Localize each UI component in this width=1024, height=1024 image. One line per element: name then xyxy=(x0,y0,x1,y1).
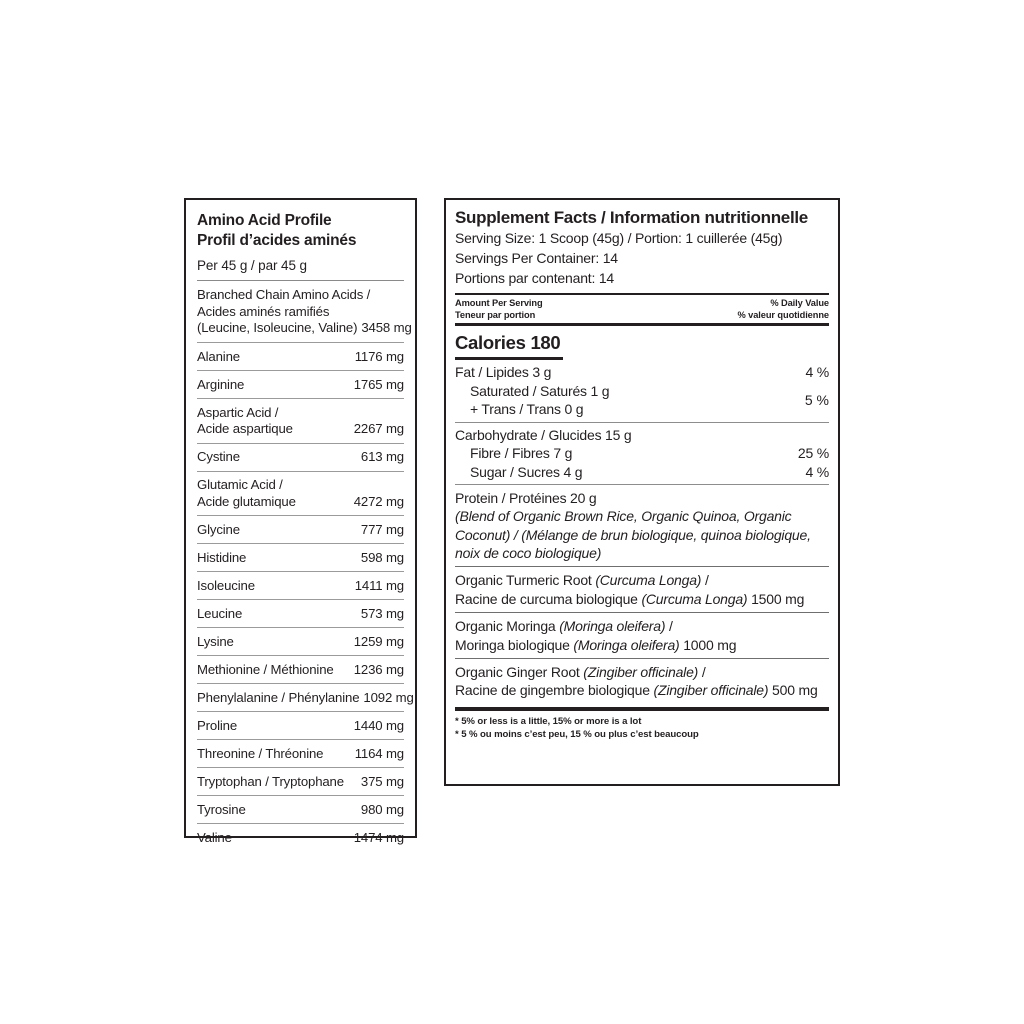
nutrient-daily-value: 25 % xyxy=(797,445,829,462)
nutrient-daily-value: 4 % xyxy=(805,463,829,480)
ingredient-latin-fr: (Moringa oleifera) xyxy=(573,636,680,653)
footnote-block xyxy=(455,711,829,743)
amino-value: 777 mg xyxy=(360,521,404,537)
amino-name: Tryptophan / Tryptophane xyxy=(197,773,344,789)
ingredient-latin-fr: (Zingiber officinale) xyxy=(653,682,769,699)
amino-panel-title xyxy=(197,211,404,251)
ingredient-amount: 500 mg xyxy=(768,682,818,699)
amino-serving-basis: Per 45 g / par 45 g xyxy=(197,257,307,273)
ingredient-latin-fr: (Curcuma Longa) xyxy=(641,590,748,607)
footnote-en: * 5% or less is a little, 15% or more is a lot xyxy=(455,715,642,727)
ingredient-name-en: Organic Ginger Root xyxy=(455,664,584,681)
bcaa-row xyxy=(197,281,412,342)
nutrient-row-sugar xyxy=(455,463,829,481)
ingredient-sep: / xyxy=(665,618,673,635)
daily-value-en: % Daily Value xyxy=(770,298,829,309)
amino-value: 1440 mg xyxy=(353,717,404,733)
supplement-facts-panel xyxy=(444,198,840,786)
saturated-trans-daily-value: 5 % xyxy=(804,392,829,409)
amino-name: Arginine xyxy=(197,376,245,392)
table-row xyxy=(197,600,404,627)
ingredient-latin-en: (Moringa oleifera) xyxy=(559,618,666,635)
carbohydrate-group xyxy=(455,423,829,484)
ingredient-latin-en: (Curcuma Longa) xyxy=(595,572,702,589)
amino-name: Valine xyxy=(197,829,232,845)
amino-name-line1: Glutamic Acid / xyxy=(197,477,283,493)
ingredient-name-fr: Racine de curcuma biologique xyxy=(455,590,642,607)
daily-value-fr: % valeur quotidienne xyxy=(737,310,829,321)
footnote-fr: * 5 % ou moins c’est peu, 15 % ou plus c’est beaucoup xyxy=(455,729,699,741)
protein-description-line1: (Blend of Organic Brown Rice, Organic Quinoa, Organic xyxy=(455,508,792,525)
amino-name: Histidine xyxy=(197,549,247,565)
amino-name: Lysine xyxy=(197,633,234,649)
amino-title-en: Amino Acid Profile xyxy=(197,212,332,229)
nutrient-label: + Trans / Trans 0 g xyxy=(470,401,584,418)
amino-name: Acide glutamique xyxy=(197,493,296,509)
ingredient-name-en: Organic Moringa xyxy=(455,618,560,635)
table-row xyxy=(197,796,404,823)
nutrient-row-trans xyxy=(455,400,805,418)
amino-value: 598 mg xyxy=(360,549,404,565)
fat-group xyxy=(455,360,829,421)
amino-value: 613 mg xyxy=(360,449,404,465)
table-row xyxy=(197,472,404,516)
ingredient-row-ginger xyxy=(455,659,829,703)
table-row xyxy=(197,444,404,471)
table-row xyxy=(197,712,404,739)
table-row xyxy=(197,544,404,571)
amino-value: 1176 mg xyxy=(354,348,404,364)
ingredient-name-fr: Moringa biologique xyxy=(455,636,574,653)
nutrient-label: Saturated / Saturés 1 g xyxy=(470,382,610,399)
amino-value: 4272 mg xyxy=(353,493,404,509)
nutrient-row-fat xyxy=(455,363,829,381)
table-row xyxy=(197,371,404,398)
table-row xyxy=(197,399,404,443)
table-row xyxy=(197,572,404,599)
amino-name: Alanine xyxy=(197,348,240,364)
amino-value: 1259 mg xyxy=(353,633,404,649)
amount-per-serving-en: Amount Per Serving xyxy=(455,298,543,309)
ingredient-latin-en: (Zingiber officinale) xyxy=(583,664,699,681)
table-row xyxy=(197,768,404,795)
nutrient-label: Protein / Protéines 20 g xyxy=(455,490,597,507)
amino-name: Tyrosine xyxy=(197,801,246,817)
amino-name: Isoleucine xyxy=(197,577,255,593)
amino-value: 1411 mg xyxy=(354,577,404,593)
amino-name: Acide aspartique xyxy=(197,421,293,437)
ingredient-amount: 1000 mg xyxy=(679,636,737,653)
amino-name: Methionine / Méthionine xyxy=(197,661,334,677)
daily-value-header xyxy=(455,295,829,323)
supplement-facts-title: Supplement Facts / Information nutritionnelle xyxy=(455,208,808,227)
amino-value: 1236 mg xyxy=(353,661,404,677)
protein-block xyxy=(455,485,829,566)
nutrient-label: Carbohydrate / Glucides 15 g xyxy=(455,426,632,443)
table-row xyxy=(197,343,404,370)
amino-value: 375 mg xyxy=(360,773,404,789)
amino-name: Threonine / Thréonine xyxy=(197,745,324,761)
amino-name: Leucine xyxy=(197,605,243,621)
nutrient-row-fibre xyxy=(455,444,829,462)
amino-name: Phenylalanine / Phénylanine xyxy=(197,689,360,705)
amino-value: 1092 mg xyxy=(363,689,414,705)
amino-value: 1164 mg xyxy=(354,745,404,761)
amino-title-fr: Profil d’acides aminés xyxy=(197,231,357,249)
nutrient-row-carbohydrate xyxy=(455,426,829,444)
nutrient-daily-value: 4 % xyxy=(805,364,829,381)
servings-per-container-en: Servings Per Container: 14 xyxy=(455,250,618,266)
amino-value: 1765 mg xyxy=(353,376,404,392)
amount-per-serving-fr: Teneur par portion xyxy=(455,310,536,321)
nutrient-label: Fibre / Fibres 7 g xyxy=(470,445,573,462)
amino-acid-profile-panel xyxy=(184,198,417,845)
protein-description-line3: noix de coco biologique) xyxy=(455,544,602,561)
ingredient-amount: 1500 mg xyxy=(747,590,805,607)
bcaa-label-line1: Branched Chain Amino Acids / xyxy=(197,287,371,303)
table-row xyxy=(197,684,414,711)
nutrient-row-saturated xyxy=(455,382,805,400)
table-row xyxy=(197,516,404,543)
calories-value: Calories 180 xyxy=(455,331,561,353)
amino-name-line1: Aspartic Acid / xyxy=(197,404,279,420)
ingredient-sep: / xyxy=(701,572,709,589)
ingredient-row-turmeric xyxy=(455,567,829,611)
amino-name: Proline xyxy=(197,717,237,733)
ingredient-name-en: Organic Turmeric Root xyxy=(455,572,596,589)
ingredient-name-fr: Racine de gingembre biologique xyxy=(455,682,654,699)
bcaa-value: 3458 mg xyxy=(361,320,412,336)
nutrient-label: Fat / Lipides 3 g xyxy=(455,364,552,381)
ingredient-sep: / xyxy=(698,664,706,681)
bcaa-label-line2: Acides aminés ramifiés xyxy=(197,303,330,319)
nutrient-label: Sugar / Sucres 4 g xyxy=(470,463,583,480)
amino-name: Glycine xyxy=(197,521,240,537)
serving-size-text: Serving Size: 1 Scoop (45g) / Portion: 1 cuillerée (45g) xyxy=(455,230,783,247)
table-row xyxy=(197,824,404,851)
bcaa-label-line3: (Leucine, Isoleucine, Valine) xyxy=(197,320,358,336)
ingredient-row-moringa xyxy=(455,613,829,657)
amino-value: 573 mg xyxy=(360,605,404,621)
table-row xyxy=(197,628,404,655)
table-row xyxy=(197,740,404,767)
servings-per-container-fr: Portions par contenant: 14 xyxy=(455,269,615,286)
amino-value: 2267 mg xyxy=(353,421,404,437)
amino-value: 1474 mg xyxy=(353,829,404,845)
protein-description-line2: Coconut) / (Mélange de brun biologique, quinoa biologique, xyxy=(455,526,811,543)
amino-value: 980 mg xyxy=(360,801,404,817)
table-row xyxy=(197,656,404,683)
amino-name: Cystine xyxy=(197,449,240,465)
saturated-trans-pair xyxy=(455,382,829,419)
